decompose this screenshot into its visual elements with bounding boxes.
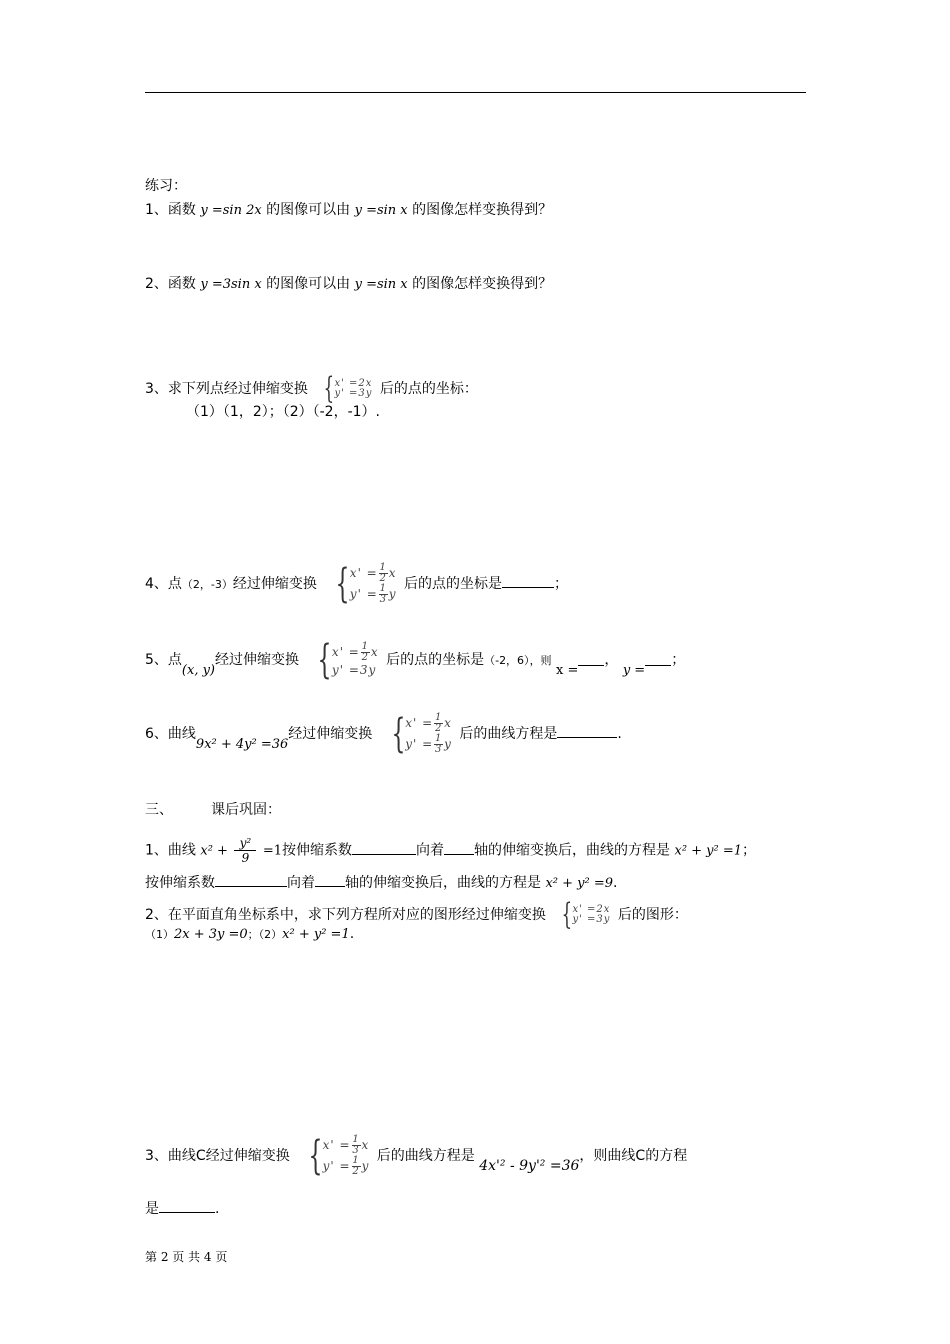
h1-blank-2[interactable] (444, 840, 474, 855)
q1-text: 函数 (167, 202, 196, 218)
q5-text-4: ，则 (529, 654, 552, 667)
q3-text-2: 后的点的坐标： (379, 381, 478, 397)
q6-row-1: x' = (405, 716, 434, 730)
q4-frac-1-num: 1 (379, 562, 387, 573)
q6-transform-system (380, 712, 452, 756)
q4-row-2-var: y (388, 587, 397, 601)
h1-formula-2: x² + y² =1 (674, 843, 743, 859)
question-5 (145, 638, 685, 682)
h2-sub-2: ；（2） (247, 928, 283, 941)
h2-text: 在平面直角坐标系中，求下列方程所对应的图形经过伸缩变换 (167, 907, 546, 923)
q5-x-blank[interactable] (578, 651, 604, 666)
q4-text-4: ； (553, 576, 568, 592)
q5-text-3: 后的点的坐标是 (386, 652, 485, 668)
h3-frac-2-num: 1 (352, 1155, 360, 1166)
h3-transform-system (297, 1134, 369, 1178)
q4-frac-2-den: 3 (379, 594, 387, 605)
h3-text-3: ，则曲线C的方程 (579, 1148, 688, 1164)
h1b-text-4: . (613, 875, 618, 891)
q4-answer-blank[interactable] (502, 573, 554, 588)
q5-transform-system (306, 638, 378, 682)
q6-frac-1-num: 1 (434, 712, 443, 723)
h1-text: 曲线 (167, 842, 196, 859)
q6-frac-2-num: 1 (434, 733, 443, 744)
h2-formula-1: 2x + 3y =0 (174, 927, 248, 942)
h1b-text-2: 向着 (287, 875, 315, 891)
q2-number: 2、 (145, 276, 168, 292)
q6-formula: 9x² + 4y² =36 (195, 737, 289, 752)
homework-1-continued (145, 872, 617, 894)
q6-text: 曲线 (167, 726, 196, 742)
h1-blank-1[interactable] (352, 840, 416, 855)
q1-formula-2: y =sin x (354, 203, 408, 218)
h1b-text-3: 轴的伸缩变换后，曲线的方程是 (345, 875, 541, 891)
h3-row-1-var: x (361, 1138, 370, 1152)
brace-icon: { (323, 371, 335, 406)
q5-text-5: ； (671, 652, 686, 668)
q4-frac-2-num: 1 (379, 583, 387, 594)
question-3 (145, 372, 478, 406)
header-rule (145, 92, 806, 93)
section-3-heading (145, 800, 281, 820)
h2-transform-system (553, 898, 610, 932)
q6-text-2: 经过伸缩变换 (288, 726, 373, 742)
h3-formula: 4x'² - 9y'² =36 (479, 1158, 580, 1174)
practice-heading: 练习： (145, 178, 187, 194)
h1-number: 1、 (145, 842, 168, 859)
h1b-blank-1[interactable] (215, 872, 287, 887)
homework-3 (145, 1134, 687, 1178)
h2-row-1: x' =2x (572, 904, 611, 915)
q3-row-1: x' =2x (334, 378, 373, 389)
homework-3-continued (145, 1198, 219, 1219)
section-3-number: 三、 (145, 802, 173, 818)
q5-separator: ， (604, 652, 619, 668)
q5-text: 点 (167, 652, 182, 668)
h2-number: 2、 (145, 907, 168, 923)
h2-end: . (349, 926, 355, 942)
q5-row-1: x' = (331, 645, 360, 659)
q4-row-1: x' = (349, 566, 378, 580)
h2-text-2: 后的图形： (617, 907, 688, 923)
h2-sub-1: （1） (145, 928, 174, 941)
h3-row-1: x' = (322, 1138, 351, 1152)
q6-number: 6、 (145, 726, 168, 742)
q5-frac-1-num: 1 (361, 641, 370, 652)
q6-row-1-var: x (444, 716, 452, 730)
q3-row-2: y' =3y (334, 388, 373, 399)
q2-formula-1: y =3sin x (200, 277, 262, 292)
h1-text-3: 向着 (416, 842, 445, 859)
brace-icon: { (335, 561, 350, 607)
q4-frac-1-den: 2 (379, 573, 387, 584)
h2-row-2: y' =3y (572, 914, 611, 925)
q5-x-label: x = (556, 663, 579, 678)
h1-text-2: 按伸缩系数 (282, 842, 353, 859)
h3-number: 3、 (145, 1148, 168, 1164)
q4-text-2: 经过伸缩变换 (232, 576, 317, 592)
q5-number: 5、 (145, 652, 168, 668)
q4-number: 4、 (145, 576, 168, 592)
q3-transform-system (315, 372, 372, 406)
q4-text: 点 (167, 576, 182, 592)
h3b-text-2: . (215, 1201, 220, 1217)
h3-row-2-var: y (361, 1159, 370, 1173)
question-6 (145, 712, 622, 756)
q5-point: (x, y) (181, 663, 216, 678)
page-footer: 第 2 页 共 4 页 (145, 1250, 228, 1264)
q1-number: 1、 (145, 202, 168, 218)
q6-answer-blank[interactable] (557, 723, 617, 738)
brace-icon: { (317, 637, 332, 683)
brace-icon: { (561, 897, 573, 932)
h1-frac-den: 9 (241, 851, 250, 865)
brace-icon: { (308, 1133, 323, 1179)
q2-text-2: 的图像可以由 (266, 276, 351, 292)
q5-point-2: （-2，6） (484, 654, 530, 667)
q3-number: 3、 (145, 381, 168, 397)
q6-frac-2-den: 3 (434, 744, 443, 755)
h1-formula-b: =1 (262, 843, 283, 859)
question-1 (145, 200, 552, 221)
h3-answer-blank[interactable] (159, 1198, 215, 1213)
q1-formula-1: y =sin 2x (200, 203, 262, 218)
q5-row-2: y' =3y (331, 663, 377, 677)
h1-text-4: 轴的伸缩变换后，曲线的方程是 (474, 842, 671, 859)
q6-row-2-var: y (444, 737, 452, 751)
section-3-title: 课后巩固： (211, 802, 281, 818)
q5-y-blank[interactable] (645, 651, 671, 666)
h3-row-2: y' = (322, 1159, 351, 1173)
q4-transform-system (324, 562, 396, 606)
h1b-blank-2[interactable] (315, 872, 345, 887)
q2-text-3: 的图像怎样变换得到？ (412, 276, 553, 292)
q6-text-4: . (617, 726, 622, 742)
q2-formula-2: y =sin x (354, 277, 408, 292)
h3-frac-1-den: 3 (352, 1145, 360, 1156)
q6-frac-1-den: 2 (434, 723, 443, 734)
q4-row-2: y' = (349, 587, 378, 601)
q4-text-3: 后的点的坐标是 (403, 576, 502, 592)
q4-point: （2，-3） (181, 578, 233, 591)
q3-subitems: （1）（1，2）；（2）（-2，-1）. (186, 404, 380, 420)
homework-1 (145, 836, 756, 865)
h1-formula-a: x² + (200, 843, 228, 859)
h1b-formula: x² + y² =9 (545, 876, 614, 891)
q2-text: 函数 (167, 276, 196, 292)
q1-text-3: 的图像怎样变换得到？ (412, 202, 553, 218)
h1-frac-num: y² (239, 836, 252, 850)
q5-row-1-var: x (370, 645, 379, 659)
h1-text-5: ； (742, 842, 757, 859)
h3-text: 曲线C经过伸缩变换 (167, 1148, 290, 1164)
h1-fraction (234, 836, 256, 865)
h2-formula-2: x² + y² =1 (282, 927, 350, 942)
question-2 (145, 274, 552, 295)
q5-y-label: y = (622, 663, 646, 678)
h3-text-2: 后的曲线方程是 (376, 1148, 475, 1164)
q1-text-2: 的图像可以由 (266, 202, 351, 218)
homework-2-subitems (145, 924, 354, 945)
question-4 (145, 562, 568, 606)
q5-frac-1-den: 2 (361, 652, 370, 663)
h3-frac-1-num: 1 (352, 1134, 360, 1145)
h3b-text: 是 (145, 1201, 159, 1217)
q4-row-1-var: x (388, 566, 397, 580)
q6-row-2: y' = (405, 737, 434, 751)
q3-text: 求下列点经过伸缩变换 (167, 381, 308, 397)
brace-icon: { (391, 711, 406, 757)
h3-frac-2-den: 2 (352, 1166, 360, 1177)
q5-text-2: 经过伸缩变换 (215, 652, 300, 668)
q6-text-3: 后的曲线方程是 (459, 726, 558, 742)
h1b-text: 按伸缩系数 (145, 875, 215, 891)
